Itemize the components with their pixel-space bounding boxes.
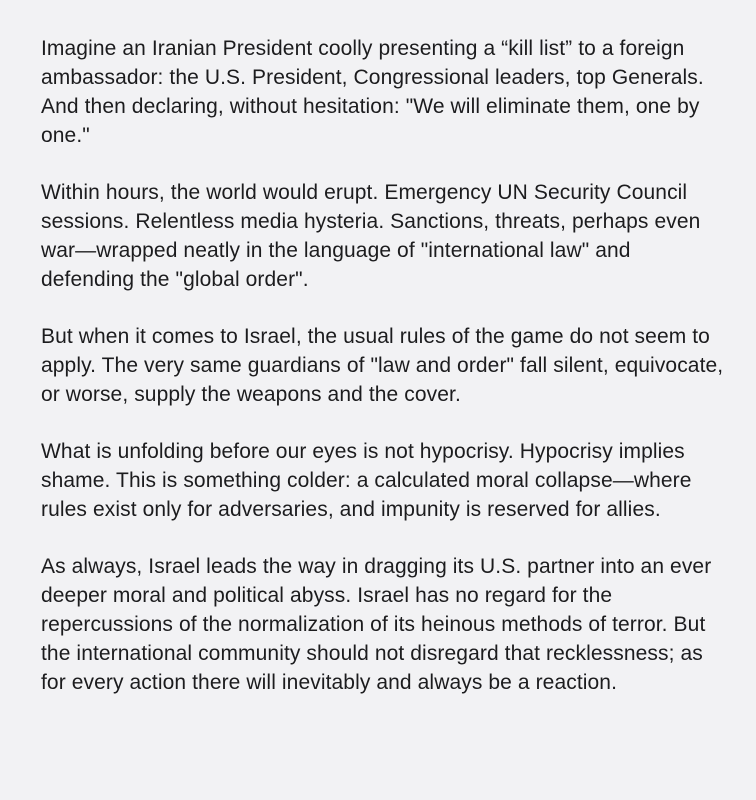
paragraph-kill-list: Imagine an Iranian President coolly presenting a “kill list” to a foreign ambassador: the U.S. President, Congressional leaders, top Generals. And then declaring, without hesitation: "We will eliminate them, one by one." bbox=[41, 37, 704, 147]
paragraph-israel-rules: But when it comes to Israel, the usual rules of the game do not seem to apply. The very same guardians of "law and order" fall silent, equivocate, or worse, supply the weapons and the cover. bbox=[41, 325, 724, 406]
paragraph-moral-collapse: What is unfolding before our eyes is not hypocrisy. Hypocrisy implies shame. This is something colder: a calculated moral collapse—where rules exist only for adversaries, and impunity is reserved for allies. bbox=[41, 440, 692, 521]
paragraph-abyss: As always, Israel leads the way in dragging its U.S. partner into an ever deeper moral and political abyss. Israel has no regard for the repercussions of the normalization of its heinous methods of terror. But the international community should not disregard that recklessness; as for every action there will inevitably and always be a reaction. bbox=[41, 555, 712, 694]
paragraph-world-reaction: Within hours, the world would erupt. Emergency UN Security Council sessions. Relentless media hysteria. Sanctions, threats, perhaps even war—wrapped neatly in the language of "international law" and defending the "global order". bbox=[41, 181, 701, 291]
